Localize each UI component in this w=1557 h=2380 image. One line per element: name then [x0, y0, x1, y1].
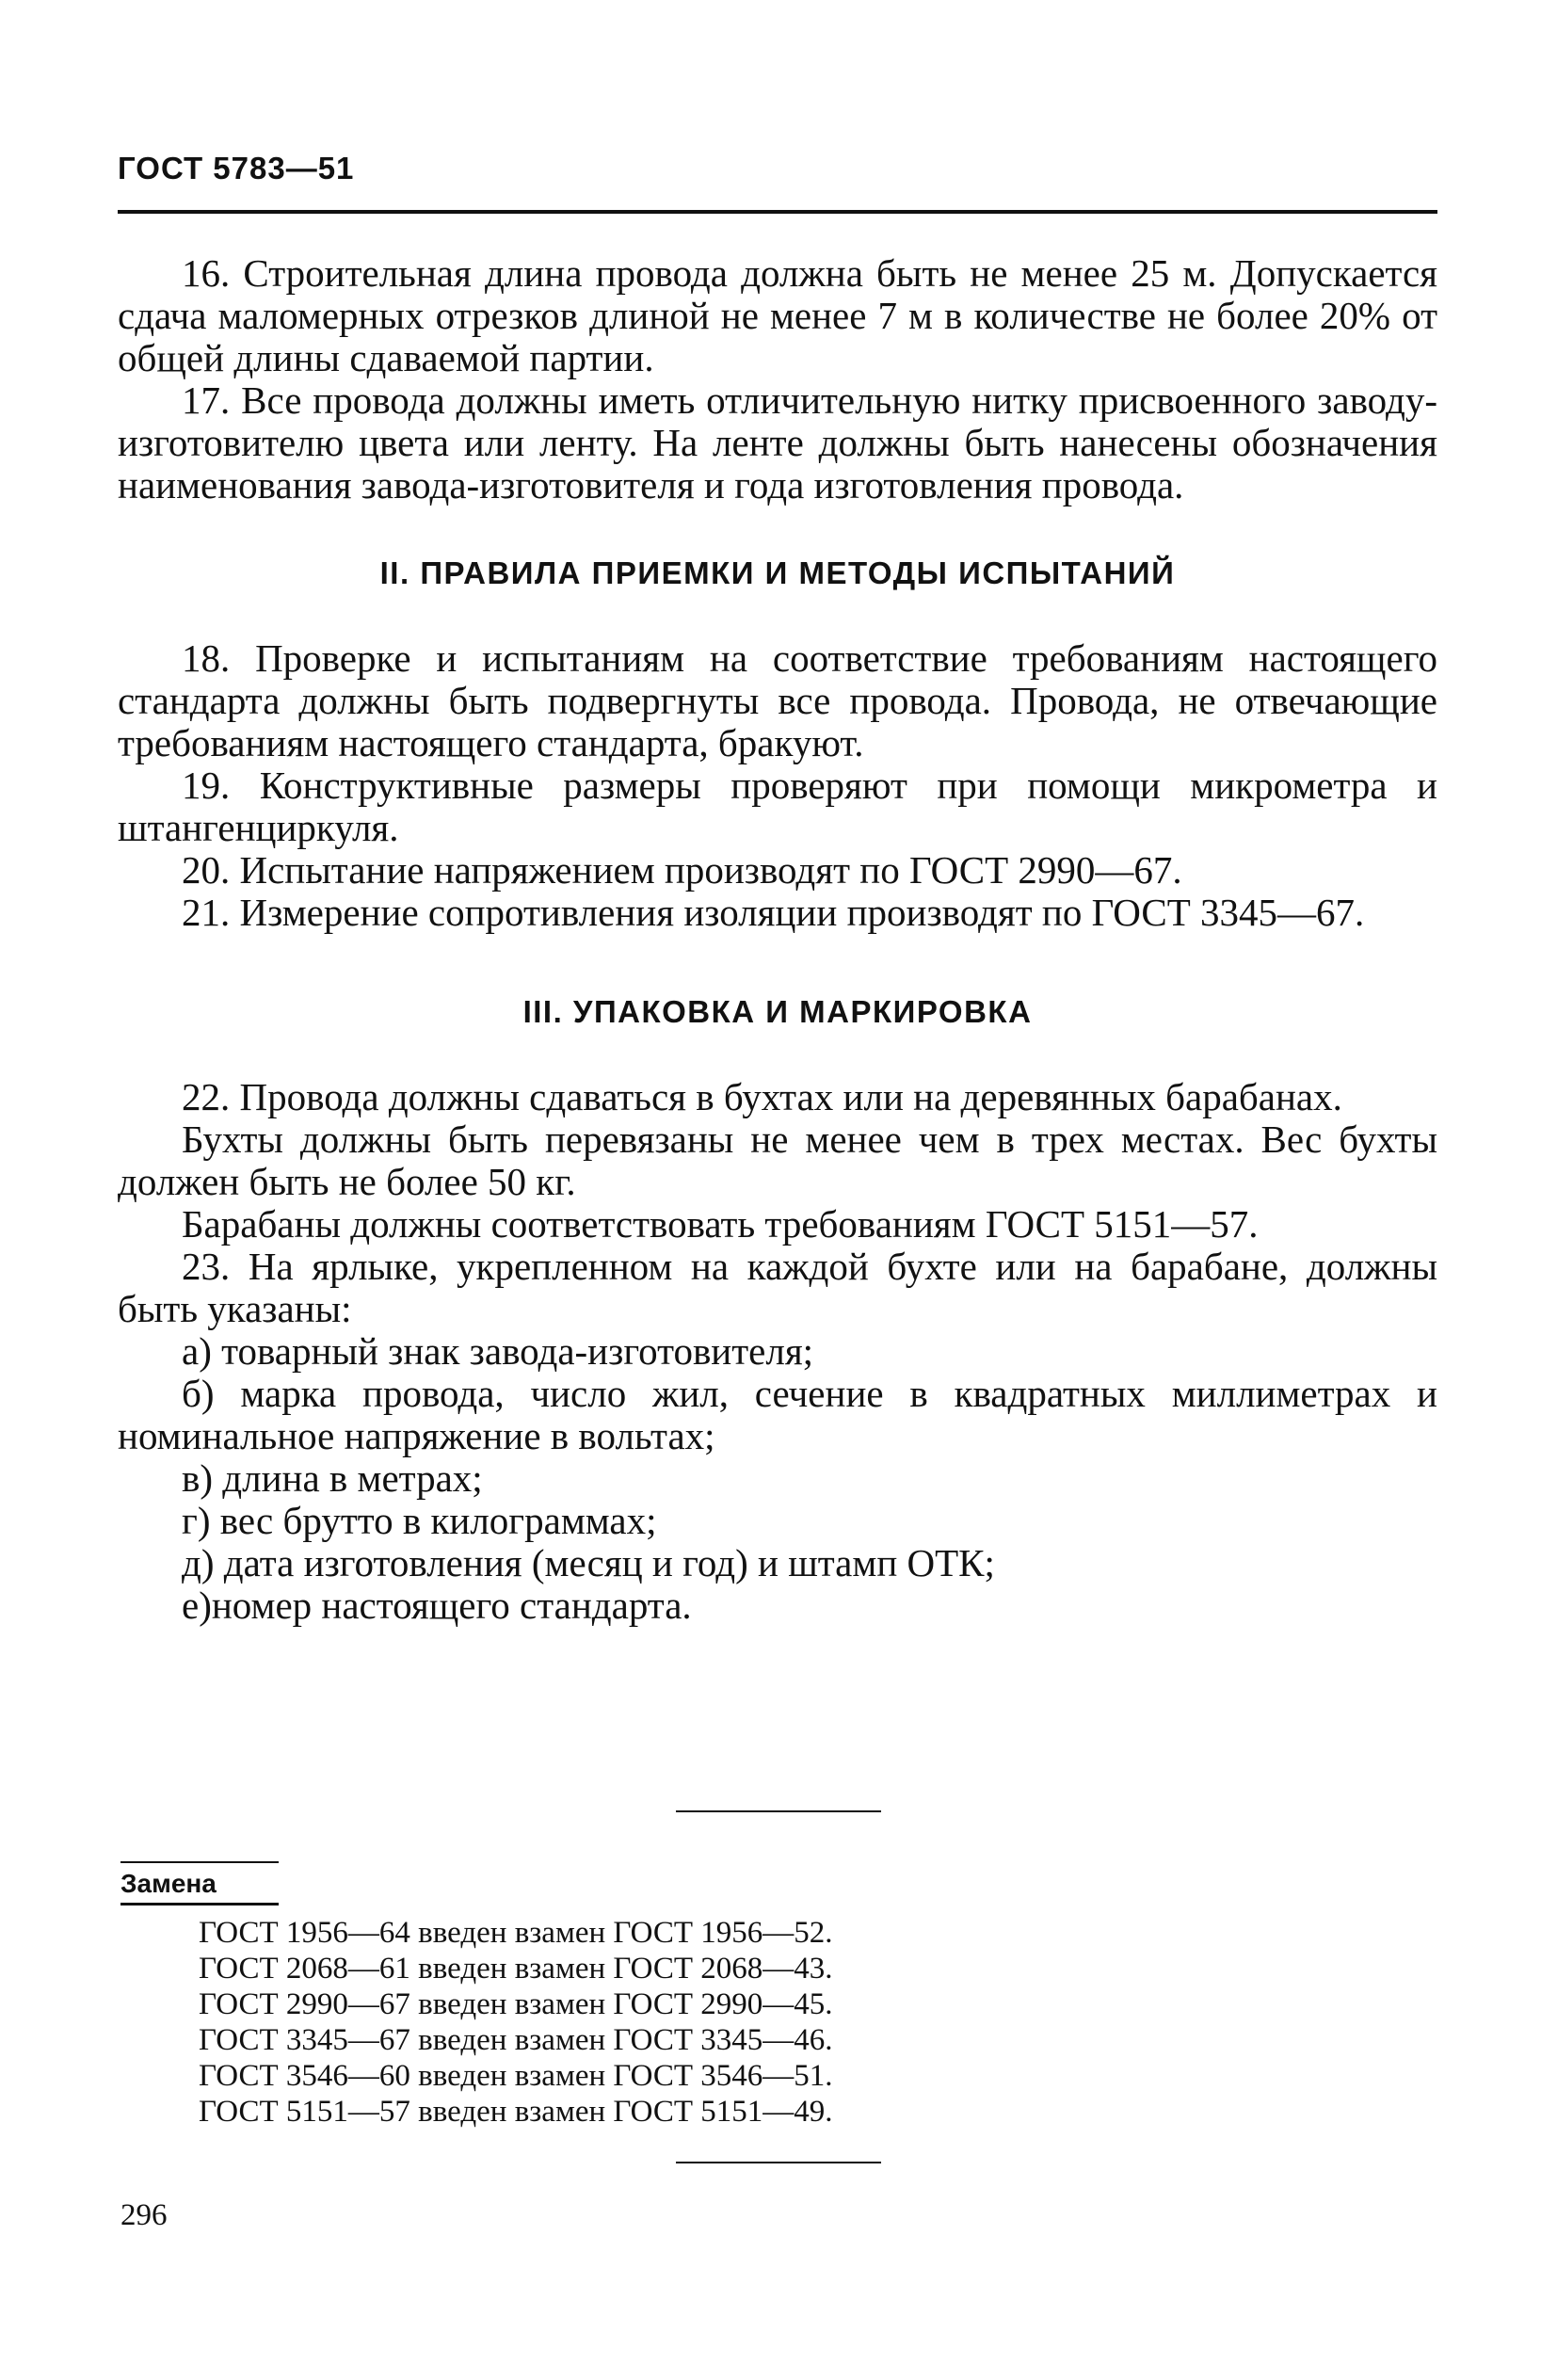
- page-number: 296: [120, 2198, 168, 2232]
- paragraph-22-drums: Барабаны должны соответствовать требованиям ГОСТ 5151—57.: [182, 1202, 1259, 1246]
- notes-title-underline: [120, 1903, 279, 1906]
- paragraph-22-bundles: Бухты должны быть перевязаны не менее чем в трех местах. Вес бухты должен быть не более 50 кг.: [118, 1118, 1437, 1203]
- paragraph-21: 21. Измерение сопротивления изоляции производят по ГОСТ 3345—67.: [182, 891, 1365, 934]
- document-body: [118, 252, 1437, 1627]
- replacement-list: [199, 1915, 833, 2130]
- replacement-line: ГОСТ 2990—67 введен взамен ГОСТ 2990—45.: [199, 1987, 833, 2021]
- list-item: г) вес брутто в килограммах;: [182, 1499, 657, 1542]
- paragraph-23: 23. На ярлыке, укрепленном на каждой бухте или на барабане, должны быть указаны:: [118, 1245, 1437, 1330]
- list-item: д) дата изготовления (месяц и год) и штамп ОТК;: [182, 1541, 995, 1584]
- list-item: а) товарный знак завода-изготовителя;: [182, 1329, 814, 1373]
- paragraph-17: 17. Все провода должны иметь отличительную нитку присвоенного заводу-изготовителю цвета или ленту. На ленте должны быть нанесены обозначения наименования завода-изготовителя и года изготовления провода.: [118, 378, 1437, 507]
- divider-rule: [676, 1810, 881, 1812]
- replacement-line: ГОСТ 3345—67 введен взамен ГОСТ 3345—46.: [199, 2023, 833, 2057]
- header-rule: [118, 210, 1437, 214]
- section-3-heading: III. УПАКОВКА И МАРКИРОВКА: [522, 994, 1033, 1029]
- replacement-line: ГОСТ 3546—60 введен взамен ГОСТ 3546—51.: [199, 2059, 833, 2093]
- replacement-line: ГОСТ 1956—64 введен взамен ГОСТ 1956—52.: [199, 1916, 833, 1950]
- list-item: в) длина в метрах;: [182, 1456, 483, 1500]
- section-2-heading: II. ПРАВИЛА ПРИЕМКИ И МЕТОДЫ ИСПЫТАНИЙ: [379, 555, 1176, 590]
- replacement-title: Замена: [120, 1869, 217, 1898]
- paragraph-19: 19. Конструктивные размеры проверяют при помощи микрометра и штангенциркуля.: [118, 764, 1437, 849]
- replacement-line: ГОСТ 2068—61 введен взамен ГОСТ 2068—43.: [199, 1952, 833, 1986]
- paragraph-20: 20. Испытание напряжением производят по ГОСТ 2990—67.: [182, 848, 1182, 892]
- paragraph-22: 22. Провода должны сдаваться в бухтах или на деревянных барабанах.: [182, 1075, 1342, 1118]
- list-item: е)номер настоящего стандарта.: [182, 1584, 692, 1627]
- divider-rule: [676, 2162, 881, 2163]
- paragraph-16: 16. Строительная длина провода должна быть не менее 25 м. Допускается сдача маломерных отрезков длиной не менее 7 м в количестве не более 20% от общей длины сдаваемой партии.: [118, 251, 1437, 379]
- doc-header: ГОСТ 5783—51: [118, 151, 355, 185]
- replacement-line: ГОСТ 5151—57 введен взамен ГОСТ 5151—49.: [199, 2095, 833, 2129]
- list-item: б) марка провода, число жил, сечение в квадратных миллиметрах и номинальное напряжение в вольтах;: [118, 1372, 1437, 1457]
- notes-title-rule: [120, 1861, 279, 1863]
- paragraph-18: 18. Проверке и испытаниям на соответствие требованиям настоящего стандарта должны быть подвергнуты все провода. Провода, не отвечающие требованиям настоящего стандарта, бракуют.: [118, 636, 1437, 764]
